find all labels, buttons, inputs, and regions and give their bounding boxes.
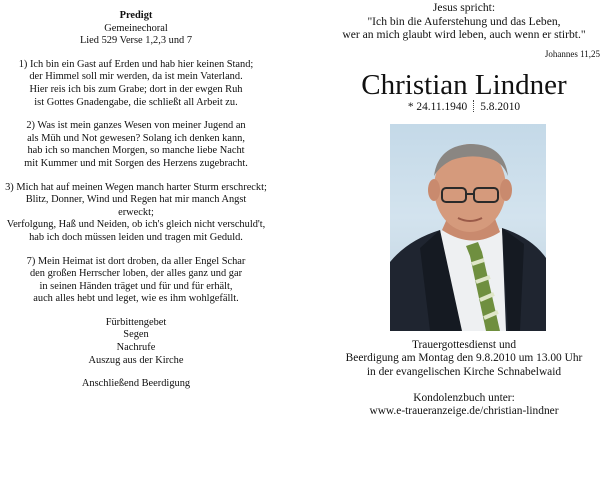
verse-line: 7) Mein Heimat ist dort droben, da aller Engel Schar: [26, 255, 246, 267]
verse-line: hab ich so manchen Morgen, so manche liebe Nacht: [27, 145, 245, 157]
service-line: Beerdigung am Montag den 9.8.2010 um 13.00 Uhr: [345, 352, 583, 365]
verse-2: [0, 120, 272, 170]
verse-line: 1) Ich bin ein Gast auf Erden und hab hier keinen Stand;: [18, 58, 254, 70]
program-item: Fürbittengebet: [105, 316, 167, 328]
closing-block: [0, 378, 272, 391]
program-item: Segen: [123, 329, 149, 341]
portrait-photo: [390, 124, 546, 331]
verse-7: [0, 256, 272, 306]
verse-line: 2) Was ist mein ganzes Wesen von meiner Jugend an: [26, 120, 246, 132]
death-date: 5.8.2010: [480, 101, 521, 113]
verse-line: Hier reis ich bis zum Grabe; dort in der ewgen Ruh: [29, 83, 243, 95]
verse-line: den großen Herrscher loben, der alles ganz und gar: [29, 268, 243, 280]
condolence-label: Kondolenzbuch unter:: [413, 392, 515, 404]
quote-line: Jesus spricht:: [432, 1, 496, 14]
verse-line: mit Kummer und mit Sorgen des Herzens zugebracht.: [24, 157, 248, 169]
bible-quote: [328, 1, 600, 42]
verse-line: in seinen Händen träget und für und für erhält,: [39, 280, 233, 292]
verse-line: hab ich doch müssen leiden und tragen mit Geduld.: [29, 231, 243, 243]
hymn-line: Lied 529 Verse 1,2,3 und 7: [79, 35, 193, 47]
verse-line: Blitz, Donner, Wind und Regen hat mir manch Angst: [25, 194, 247, 206]
quote-line: wer an mich glaubt wird leben, auch wenn er stirbt.": [342, 28, 586, 42]
date-separator: [473, 100, 474, 112]
program-item: Auszug aus der Kirche: [88, 354, 184, 366]
choir-line: Gemeinechoral: [104, 22, 168, 34]
service-line: in der evangelischen Kirche Schnabelwaid: [366, 365, 562, 378]
verse-line: als Müh und Not gewesen? Solang ich denken kann,: [27, 132, 245, 144]
verse-line: Verfolgung, Haß und Neiden, ob ich's gleich nicht verschuld't,: [6, 219, 266, 231]
program-item: Nachrufe: [116, 342, 156, 354]
verse-1: [0, 59, 272, 109]
verse-line: ist Gottes Gnadengabe, die schließt all Arbeit zu.: [34, 96, 238, 108]
verse-line: auch alles hebt und leget, wie es ihm wohlgefällt.: [33, 293, 239, 305]
service-info: [328, 339, 600, 379]
birth-date: * 24.11.1940: [407, 101, 468, 113]
closing-line: Anschließend Beerdigung: [81, 378, 191, 390]
program-block: [0, 317, 272, 367]
verse-3: [0, 182, 272, 245]
verse-line: erweckt;: [118, 206, 154, 218]
condolence-link[interactable]: www.e-traueranzeige.de/christian-lindner: [369, 405, 559, 418]
quote-line: "Ich bin die Auferstehung und das Leben,: [367, 14, 561, 28]
right-column: [328, 0, 600, 418]
sermon-heading: Predigt: [119, 10, 153, 21]
left-column: [0, 10, 272, 402]
verse-line: 3) Mich hat auf meinen Wegen manch harter Sturm erschreckt;: [5, 181, 267, 193]
bible-reference: Johannes 11,25: [544, 49, 600, 59]
condolence-info: [328, 392, 600, 419]
service-line: Trauergottesdienst und: [411, 339, 517, 351]
verse-line: der Himmel soll mir werden, da ist mein Vaterland.: [29, 71, 243, 83]
deceased-name: Christian Lindner: [361, 69, 567, 101]
choir-block: [0, 10, 272, 48]
portrait-illustration: [390, 124, 546, 331]
life-dates: [328, 100, 600, 113]
